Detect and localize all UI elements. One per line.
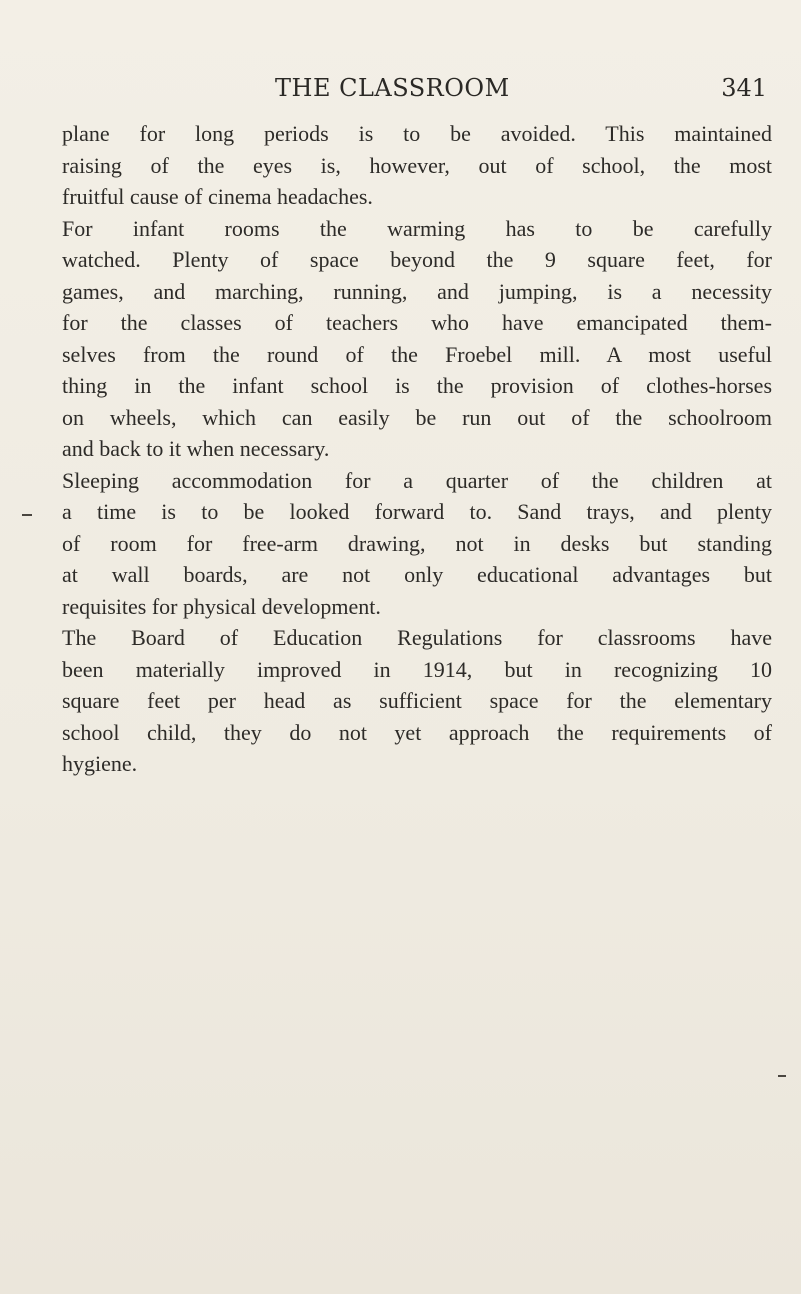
text-line: been materially improved in 1914, but in recognizing 10 [62,656,772,682]
text-line: The Board of Education Regulations for classrooms have [62,625,772,650]
text-line: selves from the round of the Froebel mill. A most useful [62,341,772,367]
running-head [62,74,767,110]
text-line: watched. Plenty of space beyond the 9 square feet, for [62,247,772,272]
text-line: fruitful cause of cinema headaches. [62,184,373,209]
text-line: Sleeping accommodation for a quarter of the children at [62,467,772,493]
text-line: school child, they do not yet approach the requirements of [62,719,772,745]
margin-mark [778,1075,786,1077]
text-line: hygiene. [62,751,138,776]
text-line: on wheels, which can easily be run out of the schoolroom [62,404,772,430]
body-text [62,118,772,780]
text-line: for the classes of teachers who have emancipated them- [62,310,772,335]
text-line: a time is to be looked forward to. Sand trays, and plenty [62,499,772,524]
text-line: raising of the eyes is, however, out of school, the most [62,152,772,178]
text-line: of room for free-arm drawing, not in desks but standing [62,530,772,556]
text-line: at wall boards, are not only educational advantages but [62,562,772,587]
text-line: For infant rooms the warming has to be carefully [62,215,772,241]
margin-mark [22,514,32,516]
text-line: square feet per head as sufficient space for the elementary [62,688,772,713]
text-line: plane for long periods is to be avoided. This maintained [62,121,772,146]
text-line: and back to it when necessary. [62,436,330,461]
running-title: THE CLASSROOM [275,74,510,102]
text-line: games, and marching, running, and jumping, is a necessity [62,278,772,304]
page-number: 341 [721,74,767,102]
text-line: thing in the infant school is the provision of clothes-horses [62,373,772,398]
text-line: requisites for physical development. [62,593,381,619]
